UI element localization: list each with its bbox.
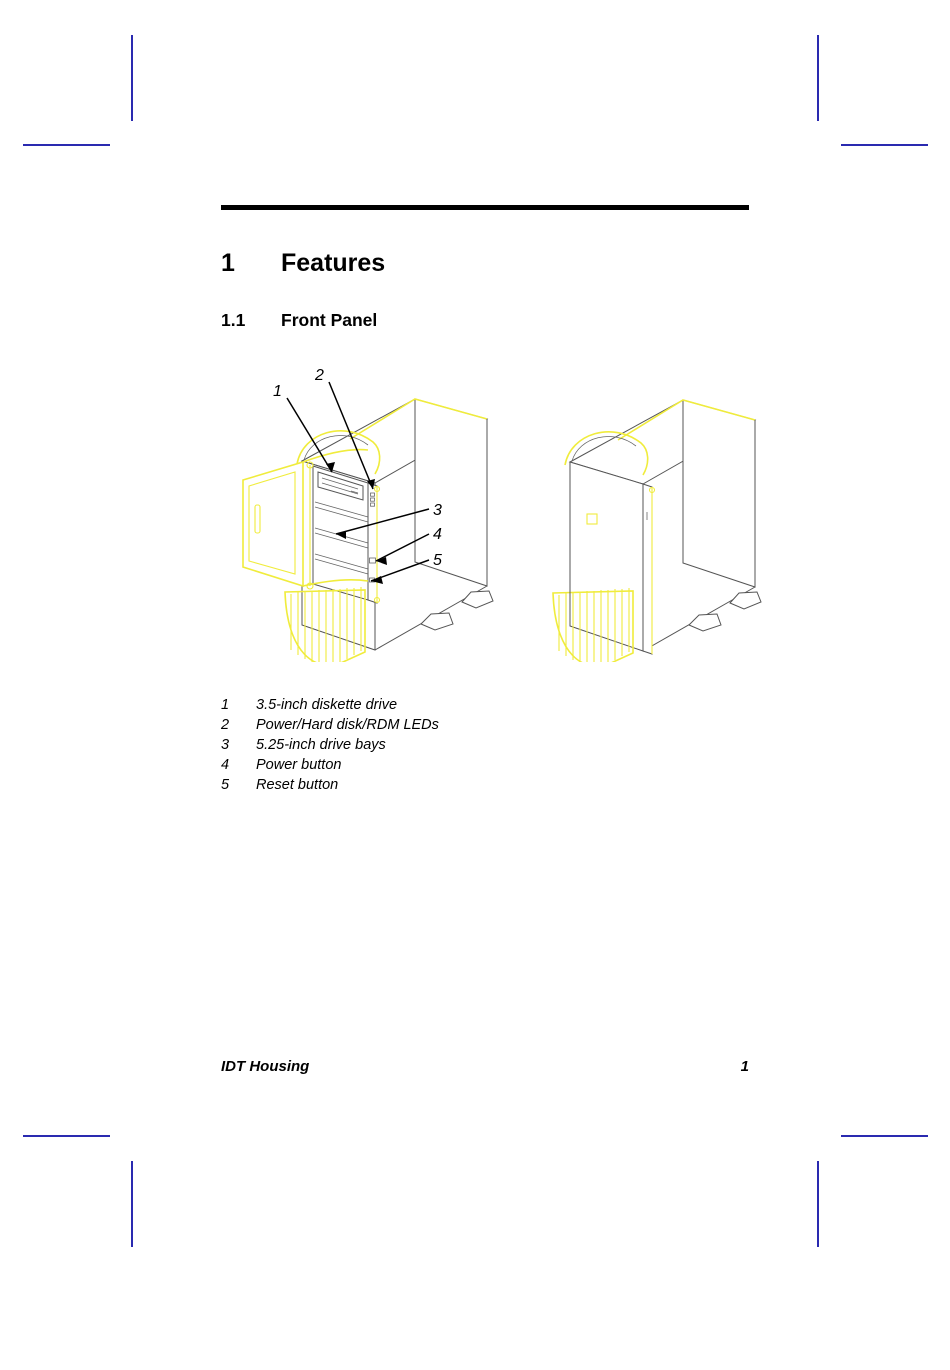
figure-legend	[221, 695, 439, 795]
footer-document-title: IDT Housing	[221, 1058, 310, 1075]
tower-left-right-face	[415, 399, 487, 586]
legend-number: 3	[221, 737, 230, 753]
section-heading	[221, 310, 377, 331]
chapter-title: Features	[281, 249, 386, 277]
chapter-number: 1	[221, 249, 235, 277]
tower-right-edge-strip	[643, 484, 652, 654]
legend-label: Reset button	[256, 777, 339, 793]
tower-left-foot-rear	[462, 591, 493, 608]
section-title: Front Panel	[281, 310, 378, 330]
tower-right-right-face	[683, 400, 755, 587]
callout-4-number: 4	[433, 526, 442, 543]
tower-left-foot-front	[421, 613, 453, 630]
legend-item	[221, 695, 439, 715]
tower-right-foot-rear	[730, 592, 761, 609]
footer-page-number: 1	[740, 1058, 749, 1075]
front-panel-figure	[225, 362, 805, 662]
page-footer	[221, 1058, 749, 1075]
legend-item	[221, 755, 439, 775]
legend-label: 3.5-inch diskette drive	[256, 697, 398, 713]
callout-3-number: 3	[433, 502, 442, 519]
legend-item	[221, 715, 439, 735]
section-number: 1.1	[221, 310, 246, 330]
legend-label: Power button	[256, 757, 342, 773]
chapter-heading	[221, 249, 385, 278]
header-rule	[221, 205, 749, 210]
front-door-open	[243, 462, 303, 586]
callout-2-number: 2	[315, 367, 324, 384]
legend-item	[221, 735, 439, 755]
legend-number: 2	[221, 717, 230, 733]
legend-label: 5.25-inch drive bays	[256, 737, 386, 753]
legend-number: 5	[221, 777, 230, 793]
legend-number: 1	[221, 697, 230, 713]
tower-open-door-illustration	[243, 399, 493, 662]
legend-item	[221, 775, 439, 795]
tower-closed-door-illustration	[553, 400, 761, 662]
callout-1-number: 1	[273, 383, 282, 400]
tower-right-front-face	[570, 462, 643, 651]
tower-right-foot-front	[689, 614, 721, 631]
callout-5-number: 5	[433, 552, 442, 569]
legend-number: 4	[221, 757, 230, 773]
legend-label: Power/Hard disk/RDM LEDs	[256, 717, 439, 733]
